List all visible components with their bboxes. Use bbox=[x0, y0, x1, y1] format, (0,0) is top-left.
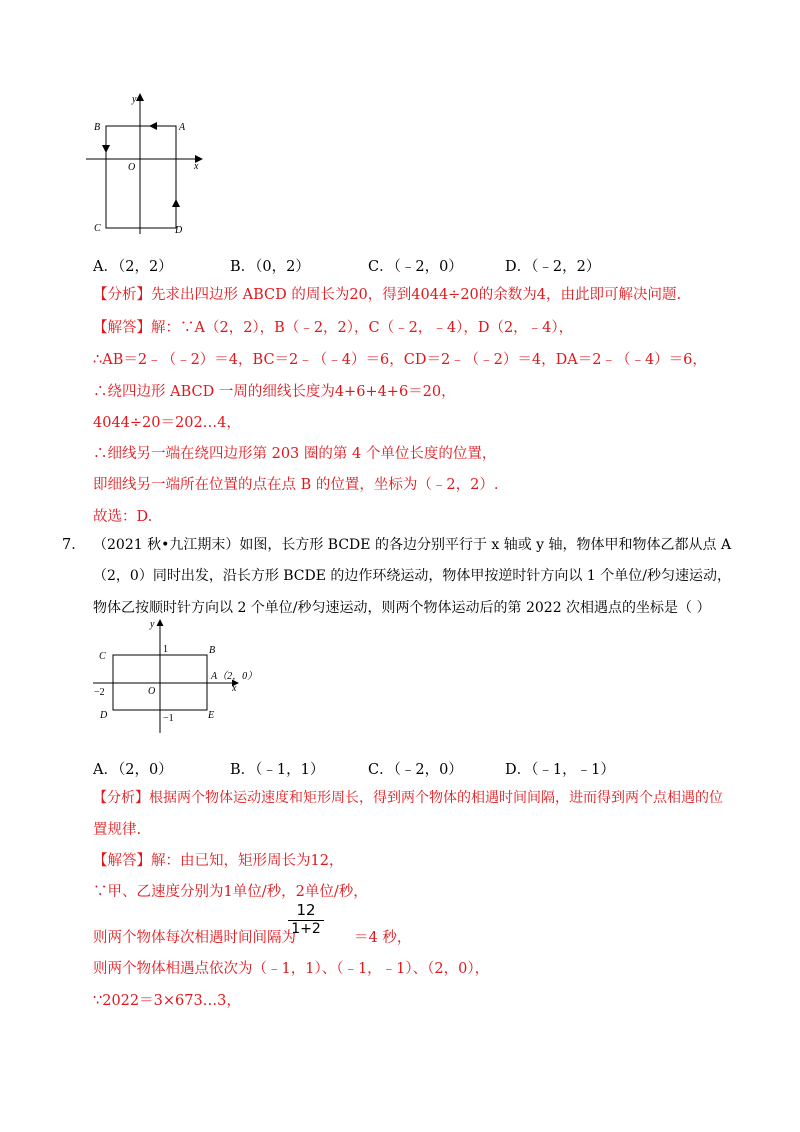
q7-answer-line-4: 则两个物体相遇点依次为（﹣1，1）、（﹣1，﹣1）、（2，0）， bbox=[93, 961, 490, 977]
q6-answer-line-2: ∴AB＝2﹣（﹣2）＝4，BC＝2﹣（﹣4）＝6，CD＝2﹣（﹣2）＝4，DA＝2﹣（﹣4）＝6， bbox=[93, 352, 707, 368]
q6-option-d: D．（﹣2，2） bbox=[505, 259, 601, 275]
q6-option-a: A．（2，2） bbox=[93, 259, 173, 275]
q6-origin-label: O bbox=[128, 162, 136, 173]
q7-fraction-denominator: 1+2 bbox=[291, 921, 321, 937]
q6-point-D-label: D bbox=[175, 225, 183, 236]
q6-x-label: x bbox=[194, 161, 199, 172]
q7-answer-line-3: 则两个物体每次相遇时间间隔为 ＝4 秒， bbox=[93, 930, 412, 946]
q7-analysis-line-1: 【分析】根据两个物体运动速度和矩形周长，得到两个物体的相遇时间间隔，进而得到两个点相遇的位 bbox=[93, 790, 723, 806]
q6-answer-line-3: ∴绕四边形 ABCD 一周的细线长度为4+6+4+6＝20， bbox=[93, 384, 456, 400]
q7-option-d: D．（﹣1，﹣1） bbox=[505, 762, 615, 778]
q6-coordinate-figure bbox=[86, 88, 211, 238]
q7-coordinate-figure bbox=[88, 615, 263, 735]
q7-option-c: C．（﹣2，0） bbox=[368, 762, 463, 778]
q7-point-E-label: E bbox=[208, 710, 215, 721]
q7-analysis-line-2: 置规律. bbox=[93, 822, 142, 838]
q6-analysis bbox=[93, 285, 681, 305]
q6-answer-line-4: 4044÷20＝202…4， bbox=[93, 415, 241, 431]
q6-option-b: B．（0，2） bbox=[230, 259, 310, 275]
q6-answer-line-5: ∴细线另一端在绕四边形第 203 圈的第 4 个单位长度的位置， bbox=[93, 446, 497, 462]
q7-fraction-numerator: 12 bbox=[296, 901, 316, 919]
q7-point-C-label: C bbox=[99, 651, 106, 662]
q6-point-A-label: A bbox=[179, 122, 186, 133]
q7-number: 7． bbox=[62, 537, 86, 553]
q7-point-B-label: B bbox=[209, 645, 216, 656]
q6-answer-choice: 故选：D. bbox=[93, 509, 153, 525]
q7-option-a: A．（2，0） bbox=[93, 762, 173, 778]
q7-answer-line-1: 【解答】解：由已知，矩形周长为12， bbox=[93, 853, 344, 869]
q6-answer-line-6: 即细线另一端所在位置的点在点 B 的位置，坐标为（﹣2，2）. bbox=[93, 477, 499, 493]
q6-option-c: C．（﹣2，0） bbox=[368, 259, 463, 275]
q7-y-label: y bbox=[150, 619, 155, 630]
q7-point-A-label: A（2，0） bbox=[211, 671, 258, 682]
q7-origin-label: O bbox=[148, 686, 156, 697]
q7-answer-line-2: ∵甲、乙速度分别为1单位/秒，2单位/秒， bbox=[93, 884, 368, 900]
q7-analysis-tag: 【分析】 bbox=[93, 790, 149, 806]
q7-stem-line-1: （2021 秋•九江期末）如图，长方形 BCDE 的各边分别平行于 x 轴或 y 轴，物体甲和物体乙都从点 A bbox=[93, 537, 732, 553]
q6-answer-tag: 【解答】 bbox=[93, 320, 151, 336]
q7-tick-1: 1 bbox=[163, 644, 168, 655]
q7-answer-tag: 【解答】 bbox=[93, 853, 151, 869]
q6-analysis-text: 先求出四边形 ABCD 的周长为20，得到4044÷20的余数为4，由此即可解决问题. bbox=[151, 287, 682, 303]
q7-tick-neg1: −1 bbox=[163, 713, 174, 724]
q7-fraction bbox=[286, 902, 326, 937]
q7-stem-line-2: （2，0）同时出发，沿长方形 BCDE 的边作环绕运动，物体甲按逆时针方向以 1 个单位/秒匀速运动， bbox=[93, 568, 731, 584]
q7-stem-line-3: 物体乙按顺时针方向以 2 个单位/秒匀速运动，则两个物体运动后的第 2022 次相遇点的坐标是（ ） bbox=[93, 600, 711, 616]
q6-answer-line-1: 【解答】解：∵A（2，2），B（﹣2，2），C（﹣2，﹣4），D（2，﹣4）， bbox=[93, 320, 574, 336]
q7-option-b: B．（﹣1，1） bbox=[230, 762, 325, 778]
q7-point-D-label: D bbox=[100, 710, 108, 721]
q6-point-B-label: B bbox=[94, 122, 101, 133]
q6-point-C-label: C bbox=[94, 223, 101, 234]
q6-y-label: y bbox=[132, 94, 137, 105]
q7-tick-neg2: −2 bbox=[94, 687, 105, 698]
q6-rectangle bbox=[106, 126, 176, 228]
q6-analysis-tag: 【分析】 bbox=[93, 287, 151, 303]
q7-x-label: x bbox=[232, 683, 237, 694]
q7-answer-line-5: ∵2022＝3×673…3， bbox=[93, 993, 241, 1009]
